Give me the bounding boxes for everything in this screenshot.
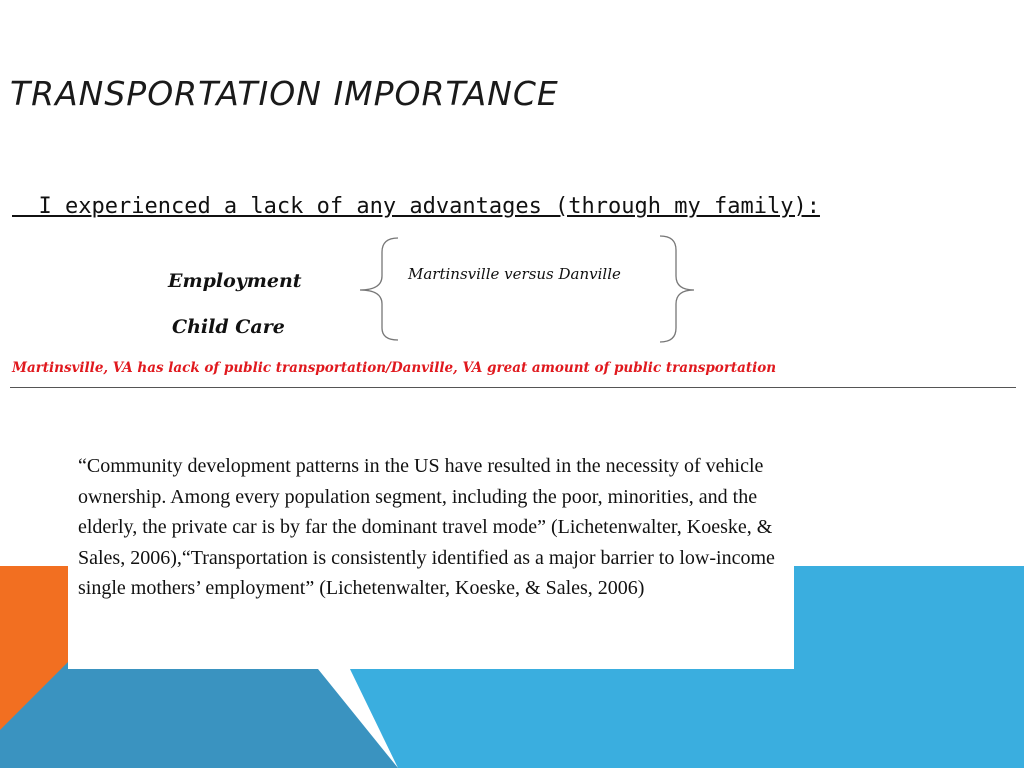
quote-box <box>68 445 794 669</box>
item-child-care: Child Care <box>172 316 285 338</box>
divider-line <box>10 387 1016 388</box>
slide-subtitle: I experienced a lack of any advantages (through my family): <box>12 194 820 219</box>
quote-text: “Community development patterns in the US have resulted in the necessity of vehicle ownership. Among every population segment, including the poor, minorities, and the elderly, the private car is by far the dominant travel mode” (Lichetenwalter, Koeske, & Sales, 2006),“Transportation is consistently identified as a major barrier to low-income single mothers’ employment” (Lichetenwalter, Koeske, & Sales, 2006) <box>78 455 775 599</box>
right-brace-icon <box>660 236 694 342</box>
item-employment: Employment <box>168 270 302 292</box>
slide-title: TRANSPORTATION IMPORTANCE <box>10 74 559 113</box>
comparison-label: Martinsville versus Danville <box>408 265 621 283</box>
transportation-note: Martinsville, VA has lack of public transportation/Danville, VA great amount of public transportation <box>12 360 777 376</box>
left-brace-icon <box>360 238 398 340</box>
comparison-braces <box>350 232 700 344</box>
